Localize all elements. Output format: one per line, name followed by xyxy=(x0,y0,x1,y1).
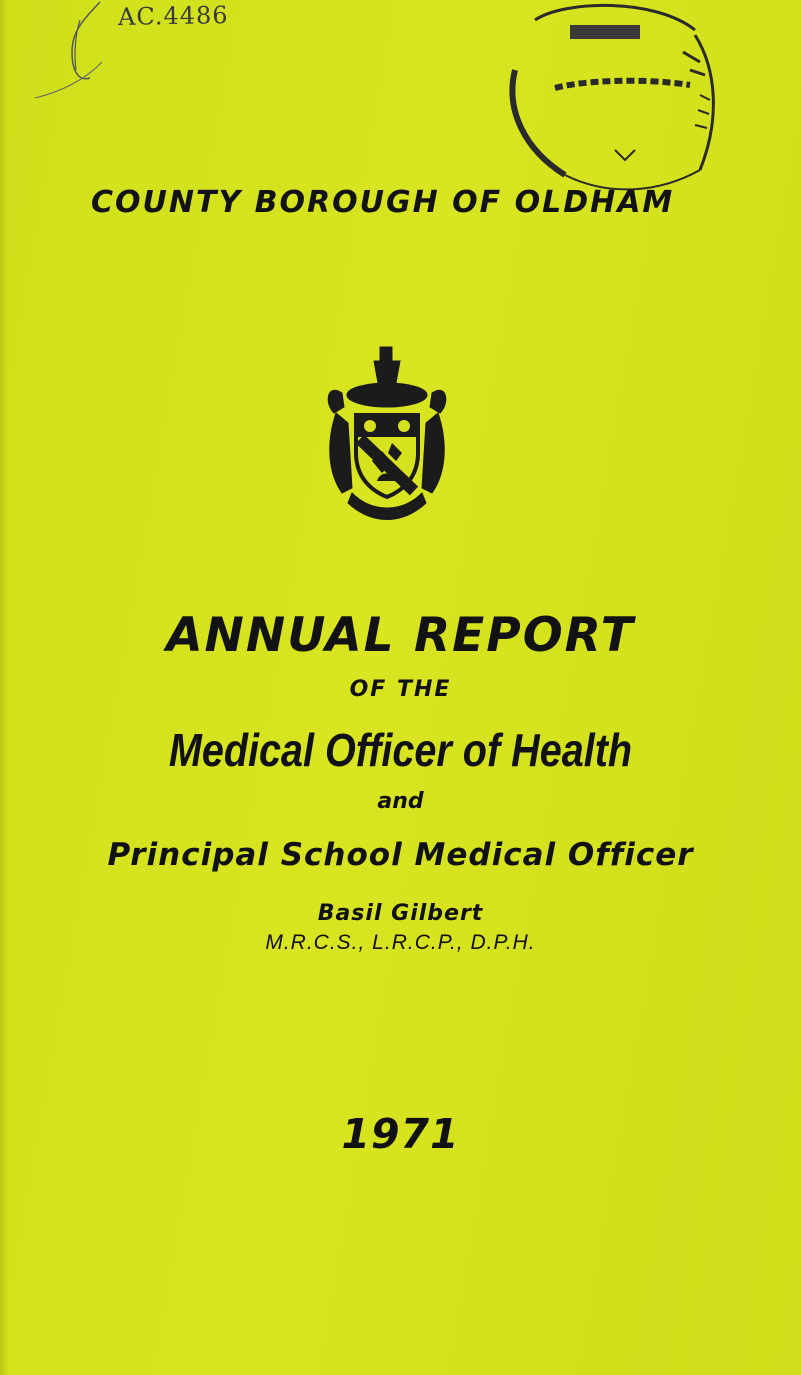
and-label: and xyxy=(377,789,424,814)
shelf-mark-annotation: AC.4486 xyxy=(117,1,229,31)
county-borough-heading: COUNTY BOROUGH OF OLDHAM xyxy=(91,185,675,220)
medical-officer-of-health-title: Medical Officer of Health xyxy=(168,724,633,776)
author-qualifications: M.R.C.S., L.R.C.P., D.P.H. xyxy=(265,931,536,954)
coat-of-arms-icon xyxy=(322,343,452,523)
pen-mark-icon xyxy=(30,0,120,110)
principal-school-medical-officer-title: Principal School Medical Officer xyxy=(107,837,694,873)
report-year: 1971 xyxy=(341,1110,460,1158)
library-stamp-icon xyxy=(495,0,725,210)
of-the-label: OF THE xyxy=(349,677,452,702)
report-title: ANNUAL REPORT xyxy=(166,608,635,663)
author-name: Basil Gilbert xyxy=(317,901,484,926)
